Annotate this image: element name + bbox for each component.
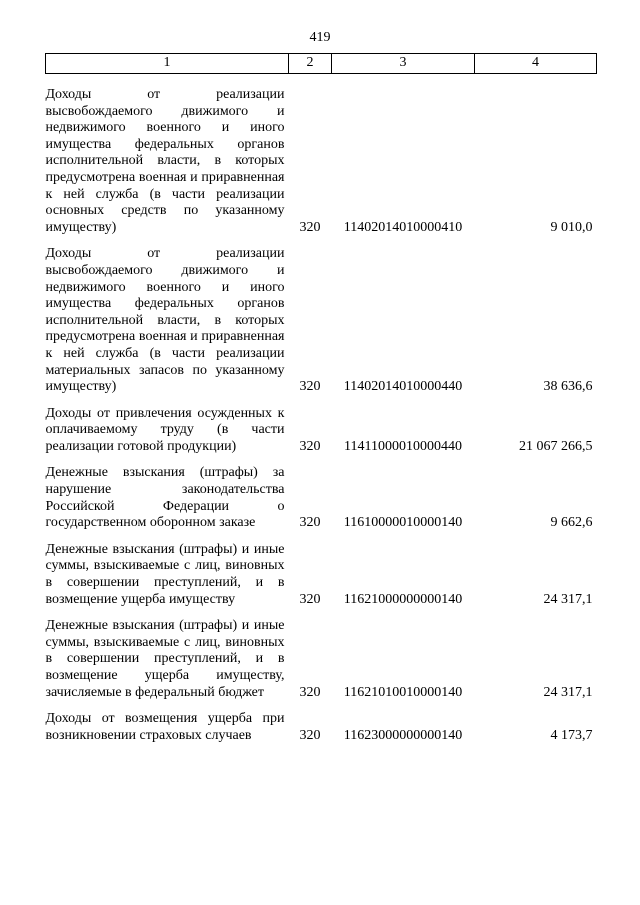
row-admin-code: 320 xyxy=(299,438,321,454)
row-description: Денежные взыскания (штрафы) и иные суммы, взыскиваемые с лиц, виновных в совершении преступлений, и в возмещение ущерба имуществу, зачисляемые в федеральный бюджет xyxy=(45,618,285,700)
revenue-table xyxy=(45,53,597,744)
row-description: Доходы от реализации высвобождаемого движимого и недвижимого военного и иного имущества федеральных органов исполнительной власти, в которых предусмотрена военная и приравненная к ней служба (в части реализации материальных запасов по указанному имуществу) xyxy=(45,246,285,395)
column-header-3: 3 xyxy=(332,54,475,74)
row-classification-code: 11402014010000440 xyxy=(343,379,463,395)
row-description: Доходы от привлечения осужденных к оплачиваемому труду (в части реализации готовой продукции) xyxy=(45,405,285,454)
row-amount: 21 067 266,5 xyxy=(519,438,593,454)
table-row xyxy=(46,74,597,237)
header-row xyxy=(46,54,597,74)
row-description: Денежные взыскания (штрафы) и иные суммы, взыскиваемые с лиц, виновных в совершении преступлений, и в возмещение ущерба имуществу xyxy=(45,541,285,607)
column-header-1: 1 xyxy=(46,54,289,74)
row-amount: 9 010,0 xyxy=(550,219,593,235)
row-description: Денежные взыскания (штрафы) за нарушение законодательства Российской Федерации о государственном оборонном заказе xyxy=(45,465,285,531)
row-classification-code: 11411000010000440 xyxy=(344,438,462,454)
row-admin-code: 320 xyxy=(299,515,321,531)
row-amount: 4 173,7 xyxy=(550,727,593,743)
row-classification-code: 11623000000000140 xyxy=(343,727,463,743)
column-header-2: 2 xyxy=(289,54,332,74)
row-amount: 24 317,1 xyxy=(543,591,593,607)
table-row xyxy=(46,701,597,744)
row-admin-code: 320 xyxy=(299,727,321,743)
table-row xyxy=(46,455,597,531)
row-classification-code: 11621010010000140 xyxy=(343,684,463,700)
row-amount: 38 636,6 xyxy=(543,379,593,395)
row-classification-code: 11402014010000410 xyxy=(343,219,463,235)
table-row xyxy=(46,396,597,456)
row-amount: 9 662,6 xyxy=(550,515,593,531)
column-header-4: 4 xyxy=(475,54,597,74)
row-amount: 24 317,1 xyxy=(543,684,593,700)
table-row xyxy=(46,236,597,395)
row-admin-code: 320 xyxy=(299,379,321,395)
row-admin-code: 320 xyxy=(299,219,321,235)
row-description: Доходы от возмещения ущерба при возникновении страховых случаев xyxy=(45,711,285,743)
page-number: 419 xyxy=(309,30,331,45)
row-description: Доходы от реализации высвобождаемого движимого и недвижимого военного и иного имущества федеральных органов исполнительной власти, в которых предусмотрена военная и приравненная к ней служба (в части реализации основных средств по указанному имуществу) xyxy=(45,87,285,235)
row-admin-code: 320 xyxy=(299,684,321,700)
row-admin-code: 320 xyxy=(299,591,321,607)
table-row xyxy=(46,608,597,701)
table-row xyxy=(46,532,597,608)
row-classification-code: 11621000000000140 xyxy=(343,591,463,607)
row-classification-code: 11610000010000140 xyxy=(343,515,463,531)
